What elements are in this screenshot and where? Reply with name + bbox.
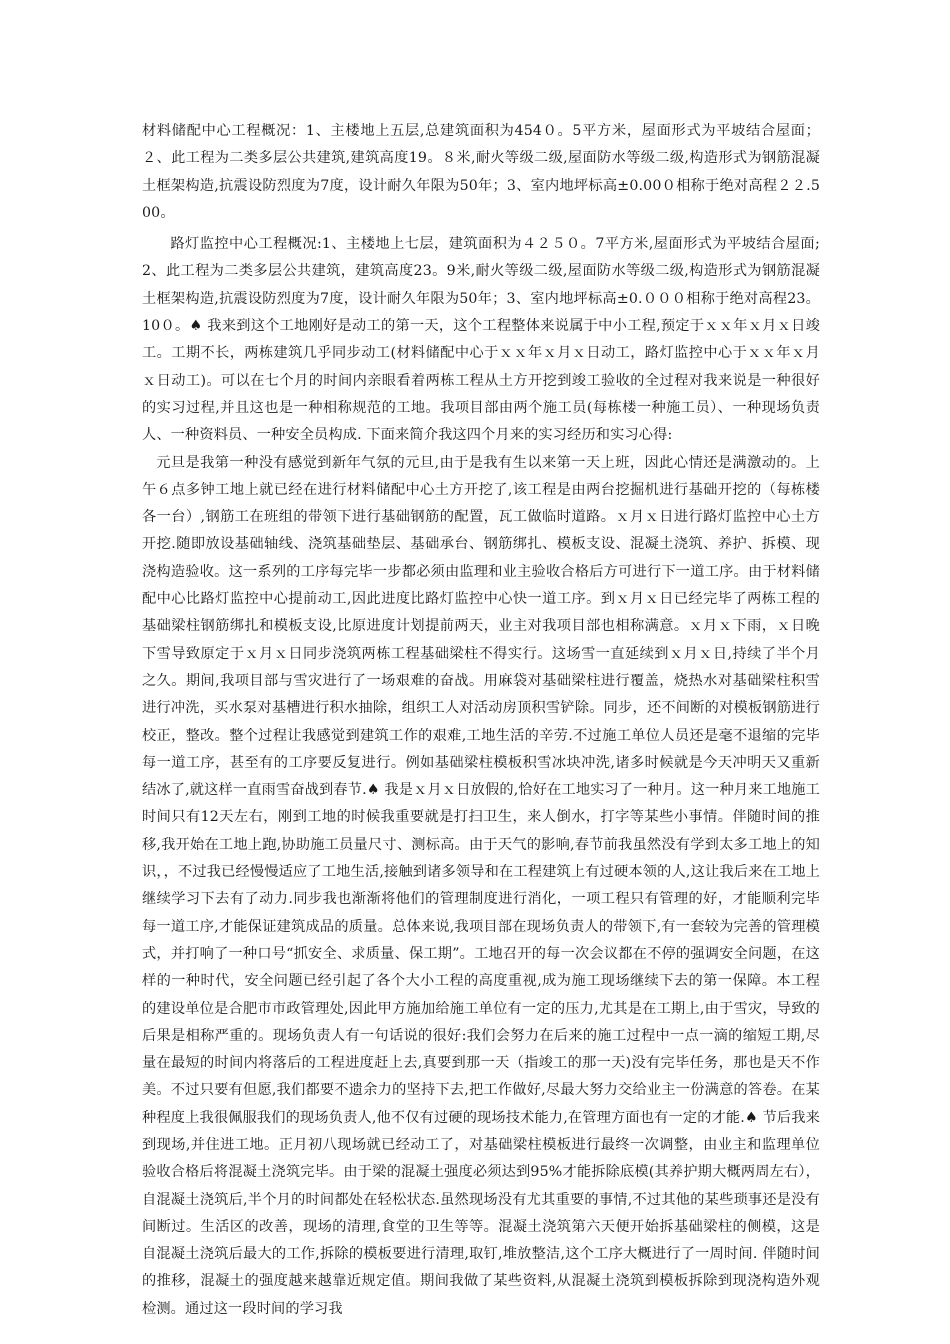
document-page [142,118,820,1323]
paragraph-internship-narrative: 元旦是我第一种没有感觉到新年气氛的元旦,由于是我有生以来第一天上班，因此心情还是满激动的。上午６点多钟工地上就已经在进行材料储配中心土方开挖了,该工程是由两台挖掘机进行基础开挖的（每栋楼各一台）,钢筋工在班组的带领下进行基础钢筋的配置，瓦工做临时道路。ｘ月ｘ日进行路灯监控中心土方开挖.随即放设基础轴线、浇筑基础垫层、基础承台、钢筋绑扎、模板支设、混凝土浇筑、养护、拆模、现浇构造验收。这一系列的工序每完毕一步都必须由监理和业主验收合格后方可进行下一道工序。由于材料储配中心比路灯监控中心提前动工,因此进度比路灯监控中心快一道工序。到ｘ月ｘ日已经完毕了两栋工程的基础梁柱钢筋绑扎和模板支设,比原进度计划提前两天，业主对我项目部也相称满意。ｘ月ｘ下雨，ｘ日晚下雪导致原定于ｘ月ｘ日同步浇筑两栋工程基础梁柱不得实行。这场雪一直延续到ｘ月ｘ日,持续了半个月之久。期间,我项目部与雪灾进行了一场艰难的奋战。用麻袋对基础梁柱进行覆盖，烧热水对基础梁柱积雪进行冲洗，买水泵对基槽进行积水抽除，组织工人对活动房顶积雪铲除。同步，还不间断的对模板钢筋进行校正，整改。整个过程让我感觉到建筑工作的艰难,工地生活的辛劳.不过施工单位人员还是毫不退缩的完毕每一道工序，甚至有的工序要反复进行。例如基础梁柱模板积雪冰块冲洗,诸多时候就是今天冲明天又重新结冰了,就这样一直雨雪奋战到春节.♠ 我是ｘ月ｘ日放假的,恰好在工地实习了一种月。这一种月来工地施工时间只有12天左右，刚到工地的时候我重要就是打扫卫生，来人倒水，打字等某些小事情。伴随时间的推移,我开始在工地上跑,协助施工员量尺寸、测标高。由于天气的影响,春节前我虽然没有学到太多工地上的知识，，不过我已经慢慢适应了工地生活,接触到诸多领导和在工程建筑上有过硬本领的人,这让我后来在工地上继续学习下去有了动力.同步我也渐渐将他们的管理制度进行消化，一项工程只有管理的好，才能顺利完毕每一道工序,才能保证建筑成品的质量。总体来说,我项目部在现场负责人的带领下,有一套较为完善的管理模式，并打响了一种口号“抓安全、求质量、保工期”。工地召开的每一次会议都在不停的强调安全问题，在这样的一种时代，安全问题已经引起了各个大小工程的高度重视,成为施工现场继续下去的第一保障。本工程的建设单位是合肥市市政管理处,因此甲方施加给施工单位有一定的压力,尤其是在工期上,由于雪灾，导致的后果是相称严重的。现场负责人有一句话说的很好:我们会努力在后来的施工过程中一点一滴的缩短工期,尽量在最短的时间内将落后的工程进度赶上去,真要到那一天（指竣工的那一天)没有完毕任务，那也是天不作美。不过只要有但愿,我们都要不遗余力的坚持下去,把工作做好,尽最大努力交给业主一份满意的答卷。在某种程度上我很佩服我们的现场负责人,他不仅有过硬的现场技术能力,在管理方面也有一定的才能.♠ 节后我来到现场,并住进工地。正月初八现场就已经动工了，对基础梁柱模板进行最终一次调整，由业主和监理单位验收合格后将混凝土浇筑完毕。由于梁的混凝土强度必须达到95%才能拆除底模(其养护期大概两周左右），自混凝土浇筑后,半个月的时间都处在轻松状态.虽然现场没有尤其重要的事情,不过其他的某些琐事还是没有间断过。生活区的改善，现场的清理,食堂的卫生等等。混凝土浇筑第六天便开始拆基础梁柱的侧模，这是自混凝土浇筑后最大的工作,拆除的模板要进行清理,取钉,堆放整洁,这个工序大概进行了一周时间. 伴随时间的推移，混凝土的强度越来越靠近规定值。期间我做了某些资料,从混凝土浇筑到模板拆除到现浇构造外观检测。通过这一段时间的学习我 [142,454,820,1317]
paragraph-material-center-overview: 材料储配中心工程概况：1、主楼地上五层,总建筑面积为454０。5平方米，屋面形式为平坡结合屋面；２、此工程为二类多层公共建筑,建筑高度19。８米,耐火等级二级,屋面防水等级二级,构造形式为钢筋混凝土框架构造,抗震设防烈度为7度，设计耐久年限为50年；3、室内地坪标高±0.00０相称于绝对高程２２.500。 [142,123,820,221]
paragraph-streetlight-center-overview: 路灯监控中心工程概况:1、主楼地上七层，建筑面积为４２５０。7平方米,屋面形式为平坡结合屋面;2、此工程为二类多层公共建筑，建筑高度23。9米,耐火等级二级,屋面防水等级二级,构造形式为钢筋混凝土框架构造,抗震设防烈度为7度，设计耐久年限为50年；3、室内地坪标高±0.０００相称于绝对高程23。10０。♠ 我来到这个工地刚好是动工的第一天，这个工程整体来说属于中小工程,预定于ｘｘ年ｘ月ｘ日竣工。工期不长，两栋建筑几乎同步动工(材料储配中心于ｘｘ年ｘ月ｘ日动工，路灯监控中心于ｘｘ年ｘ月ｘ日动工)。可以在七个月的时间内亲眼看着两栋工程从土方开挖到竣工验收的全过程对我来说是一种很好的实习过程,并且这也是一种相称规范的工地。我项目部由两个施工员(每栋楼一种施工员）、一种现场负责人、一种资料员、一种安全员构成. 下面来简介我这四个月来的实习经历和实习心得: [142,236,820,444]
